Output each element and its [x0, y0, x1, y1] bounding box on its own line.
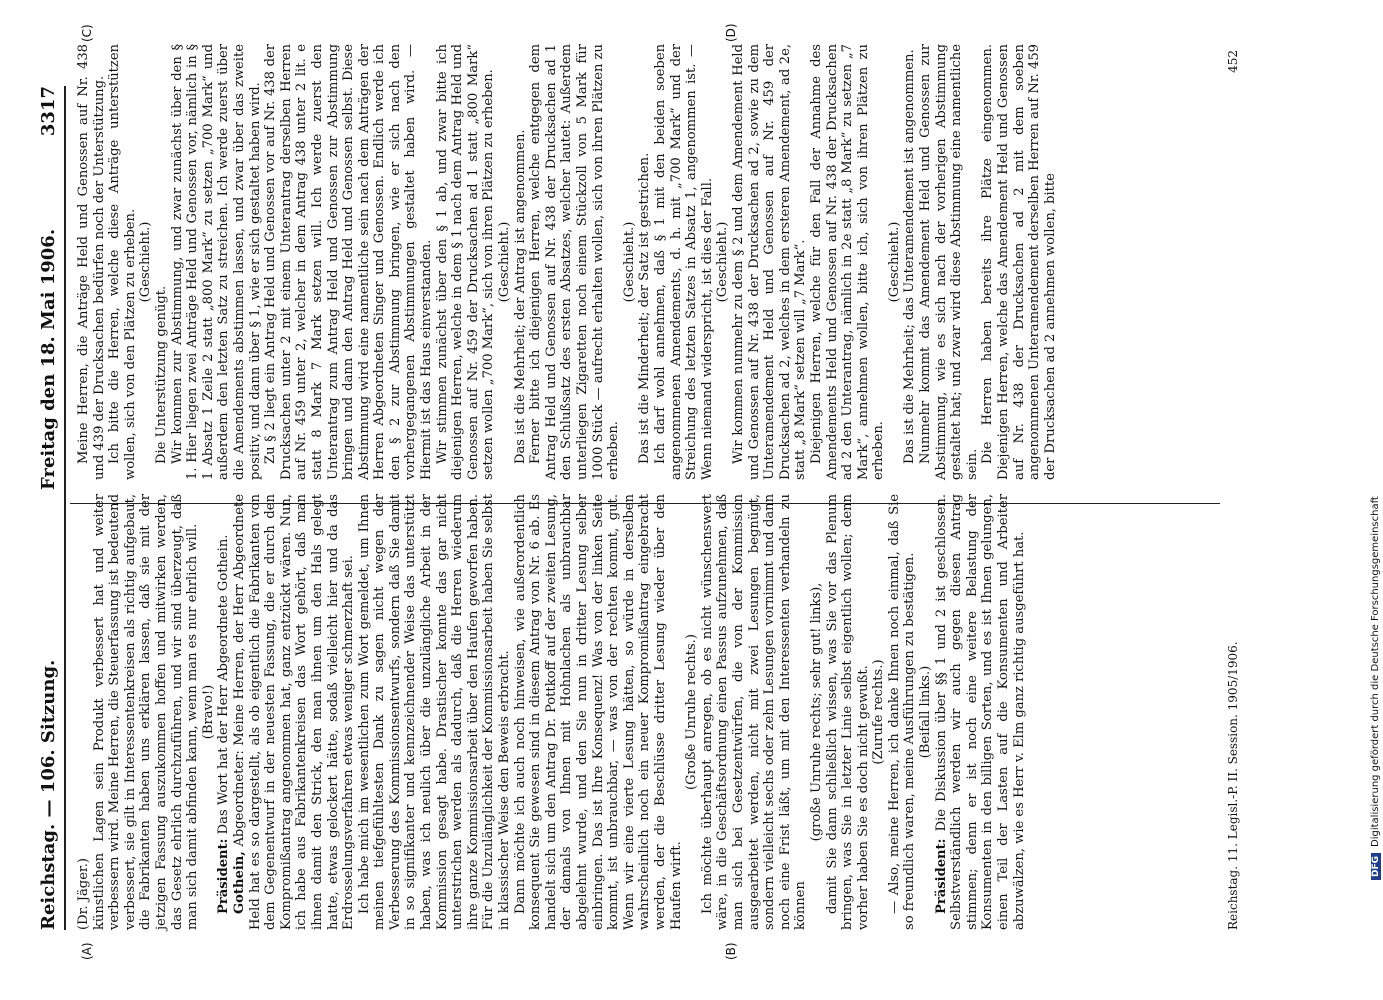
speaker-label: Präsident: [216, 838, 232, 914]
paragraph: Die Unterstützung genügt. [153, 285, 169, 464]
paragraph: Ich darf wohl annehmen, daß § 1 mit den beiden soeben angenommenen Amendements, d. h. mit „700 Mark“ und der Streichung des letzten Satzes in Absatz 1, angenommen ist. — Wenn niemand widerspricht, ist dies der Fall. [652, 44, 715, 480]
paragraph: Wir stimmen zunächst über den § 1 ab, und zwar bitte ich diejenigen Herren, welche in dem § 1 nach dem Antrag Held und Genossen auf Nr. 459 der Drucksachen ad 1 statt „800 Mark“ setzen wollen „700 Mark“, sich von ihren Plätzen zu erheben. [434, 44, 497, 480]
paragraph: Wir kommen nunmehr zu dem § 2 und dem Amendement Held und Genossen auf Nr. 438 der Drucksachen ad 2, sowie zu dem Unteramendement Held und Genossen auf Nr. 459 der Drucksachen ad 2, welches in dem ersteren Amendement, ad 2e, statt „8 Mark“ setzen will „7 Mark“. [730, 44, 809, 480]
paragraph: künstlichen Lagen sein Produkt verbessert hat und weiter verbessern wird. Meine Herren, die Steuerfassung ist bedeutend verbessert, sie gilt in Interessentenkreisen als richtig aufgebaut, die Fabrikanten haben uns erklären lassen, daß sie mit der jetzigen Fassung auszukommen hoffen und mitwirken werden, das Gesetz ehrlich durchzuführen, und wir sind überzeugt, daß man sich damit abfinden kann, wenn man es nur ehrlich will. [91, 494, 201, 930]
reaction: (Geschieht.) [138, 221, 154, 303]
header-rule [64, 86, 66, 930]
speaker-label: Präsident: [933, 838, 949, 914]
funding-text: Digitalisierung gefördert durch die Deutsche Forschungsgemeinschaft [1370, 496, 1381, 847]
paragraph: — Also, meine Herren, ich danke Ihnen noch einmal, daß Sie so freundlich waren, meine Ausführungen zu bestätigen. [886, 494, 918, 930]
paragraph-text: Das Wort hat der Herr Abgeordnete Gothein. [216, 534, 232, 835]
column-right [76, 44, 1058, 480]
funding-note [1370, 496, 1381, 880]
margin-letter-b: (B) [724, 942, 738, 960]
paragraph: Diejenigen Herren, welche für den Fall der Annahme des Amendements Held und Genossen auf Nr. 438 der Drucksachen ad 2 den Unterantrag, nämlich in 2e statt „8 Mark“ zu setzen „7 Mark“, annehmen wollen, bitte ich, sich von ihren Plätzen zu erheben. [808, 44, 887, 480]
paragraph: Nunmehr kommt das Amendement Held und Genossen zur Abstimmung, wie es sich nach der vorherigen Abstimmung gestaltet hat; und zwar wird diese Abstimmung eine namentliche sein. [918, 44, 980, 480]
reaction: (Zurufe rechts.) [871, 659, 887, 765]
paragraph: Das ist die Minderheit; der Satz ist gestrichen. [637, 152, 653, 464]
paragraph: Meine Herren, die Anträge Held und Genossen auf Nr. 438 und 439 der Drucksachen bedürfen noch der Unterstützung. [76, 44, 107, 480]
reaction: (Große Unruhe rechts.) [684, 634, 700, 790]
header-left: Reichstag. — 106. Sitzung. [38, 659, 59, 930]
paragraph: Ich habe mich im wesentlichen zum Wort gemeldet, um Ihnen meinen tiefgefühltesten Dank zu sagen nicht wegen der Verbesserung des Kommissionsentwurfs, sondern daß Sie damit in so signifikanter und kennzeichnender Weise das unterstützt haben, was ich neulich über die unzulängliche Arbeit in der Kommission gesagt habe. Drastischer konnte das gar nicht unterstrichen werden als dadurch, daß die Herren wiederum ihre ganze Kommissionsarbeit über den Haufen geworfen haben. Für die Unzulänglichkeit der Kommissionsarbeit haben Sie selbst in klassischer Weise den Beweis erbracht. [356, 494, 513, 930]
header-date: Freitag den 18. Mai 1906. [38, 228, 59, 490]
dfg-logo: DFG [1371, 853, 1381, 880]
margin-letter-d: (D) [724, 23, 738, 42]
paragraph: Zu § 2 liegt ein Antrag Held und Genossen vor auf Nr. 438 der Drucksachen unter 2 mit einem Unterantrag derselben Herren auf Nr. 459 unter 2, welcher in dem Antrag 438 unter 2 lit. e statt 8 Mark 7 Mark setzen will. Ich werde zuerst den Unterantrag zum Antrag Held und Genossen zur Abstimmung bringen und dann den Antrag Held und Genossen selbst. Diese Abstimmung wird eine namentliche sein nach dem Anträgen der Herren Abgeordneten Singer und Genossen. Endlich werde ich den § 2 zur Abstimmung bringen, wie er sich nach den vorhergegangenen Abstimmungen gestaltet haben wird. — Hiermit ist das Haus einverstanden. [263, 44, 435, 480]
paragraph-text: Abgeordneter: Meine Herren, der Herr Abgeordnete Held hat es so dargestellt, als ob eigentlich die Fabrikanten von dem Gegenentwurf in der neuesten Fassung, die er durch den Kompromißantrag angenommen hat, ganz entzückt wären. Nun, ich habe aus Fabrikantenkreisen das Wort gehört, daß man ihnen damit den Strick, den man ihnen um den Hals gelegt hatte, etwas gelockert hätte, sodaß vielleicht hier und da das Erdrosselungsverfahren etwas weniger schmerzhaft sei. [231, 494, 357, 930]
footer-page-number: 452 [1226, 50, 1240, 73]
page-number: 3317 [38, 86, 59, 137]
paragraph: Wir kommen zur Abstimmung, und zwar zunächst über den § 1. Hier liegen zwei Anträge Held und Genossen vor, nämlich in § 1 Absatz 1 Zeile 2 statt „800 Mark“ zu setzen „700 Mark“ und außerdem den letzten Satz zu streichen. Ich werde zuerst über die Amendements abstimmen lassen, und zwar über das zweite positiv, und dann über § 1, wie er sich gestaltet haben wird. [169, 44, 263, 480]
paragraph: damit Sie dann schließlich wissen, was Sie vor das Plenum bringen, was Sie in letzter Linie selbst eigentlich wollen; denn vorher haben Sie es doch nicht gewußt. [824, 494, 871, 930]
reaction: (Geschieht.) [497, 221, 513, 303]
reaction: (große Unruhe rechts; sehr gut! links), [808, 582, 824, 842]
paragraph: Die Herren haben bereits ihre Plätze eingenommen. Diejenigen Herren, welche das Amendement Held und Genossen auf Nr. 438 der Drucksachen ad 2 mit dem soeben angenommenen Unteramendement derselben Herren auf Nr. 459 der Drucksachen ad 2 annehmen wollen, bitte [980, 44, 1058, 480]
paragraph [934, 494, 1028, 930]
reaction: (Geschieht.) [886, 221, 902, 303]
speaker-continued: (Dr. Jäger.) [76, 857, 91, 930]
paragraph: Ich möchte überhaupt anregen, ob es nicht wünschenswert wäre, in die Geschäftsordnung einen Passus aufzunehmen, daß man sich bei Gesetzentwürfen, die von der Kommission ausgearbeitet werden, nicht mit zwei Lesungen begnügt, sondern vielleicht sechs oder zehn Lesungen vornimmt und dann noch eine Frist läßt, um mit den Interessenten verhandeln zu können [699, 494, 809, 930]
speaker-label: Gothein, [231, 851, 247, 914]
margin-letter-a: (A) [80, 942, 94, 960]
paragraph: Das ist die Mehrheit; der Antrag ist angenommen. [512, 129, 528, 464]
paragraph: Ich bitte die Herren, welche diese Anträge unterstützen wollen, sich von den Plätzen zu erheben. [107, 44, 138, 480]
reaction: (Bravo!) [200, 684, 216, 740]
reaction: (Geschieht.) [715, 221, 731, 303]
paragraph: Ferner bitte ich diejenigen Herren, welche entgegen dem Antrag Held und Genossen auf Nr. 438 der Drucksachen ad 1 den Schlußsatz des ersten Absatzes, welcher lautet: Außerdem unterliegen Zigaretten noch einem Stückzoll von 5 Mark für 1000 Stück — aufrecht erhalten wollen, sich von ihren Plätzen zu erheben. [528, 44, 622, 480]
margin-letter-c: (C) [80, 24, 94, 42]
reaction: (Geschieht.) [621, 221, 637, 303]
column-left [76, 494, 1027, 930]
footer-imprint: Reichstag. 11. Legisl.-P. II. Session. 1905/1906. [1226, 641, 1240, 930]
paragraph-text: Die Diskussion über §§ 1 und 2 ist geschlossen. Selbstverständlich werden wir auch gegen diesen Antrag stimmen; denn er ist noch eine weitere Belastung der Konsumenten in den billigen Sorten, und es ist Ihnen gelungen, einen Teil der Lasten auf die Konsumenten und Arbeiter abzuwälzen, wie es Herr v. Elm ganz richtig ausgeführt hat. [933, 494, 1027, 930]
paragraph [232, 494, 357, 930]
paragraph [216, 494, 232, 930]
reaction: (Beifall links.) [918, 665, 934, 759]
paragraph: Dann möchte ich auch noch hinweisen, wie außerordentlich konsequent Sie gewesen sind in diesem Antrag von Nr. 6 ab. Es handelt sich um den Antrag Dr. Pottkoff auf der zweiten Lesung, der damals von Ihnen mit Hohnlachen als unbrauchbar abgelehnt wurde, und den Sie nun in dritter Lesung selber einbringen. Das ist Ihre Konsequenz! Was von der linken Seite kommt, ist unbrauchbar, — was von der rechten kommt, gut. Wenn wir eine vierte Lesung hätten, so würde in derselben wahrscheinlich noch ein neuer Kompromißantrag eingebracht werden, der die Beschlüsse dritter Lesung wieder über den Haufen wirft. [512, 494, 684, 930]
paragraph: Das ist die Mehrheit; das Unteramendement ist angenommen. [902, 49, 918, 464]
